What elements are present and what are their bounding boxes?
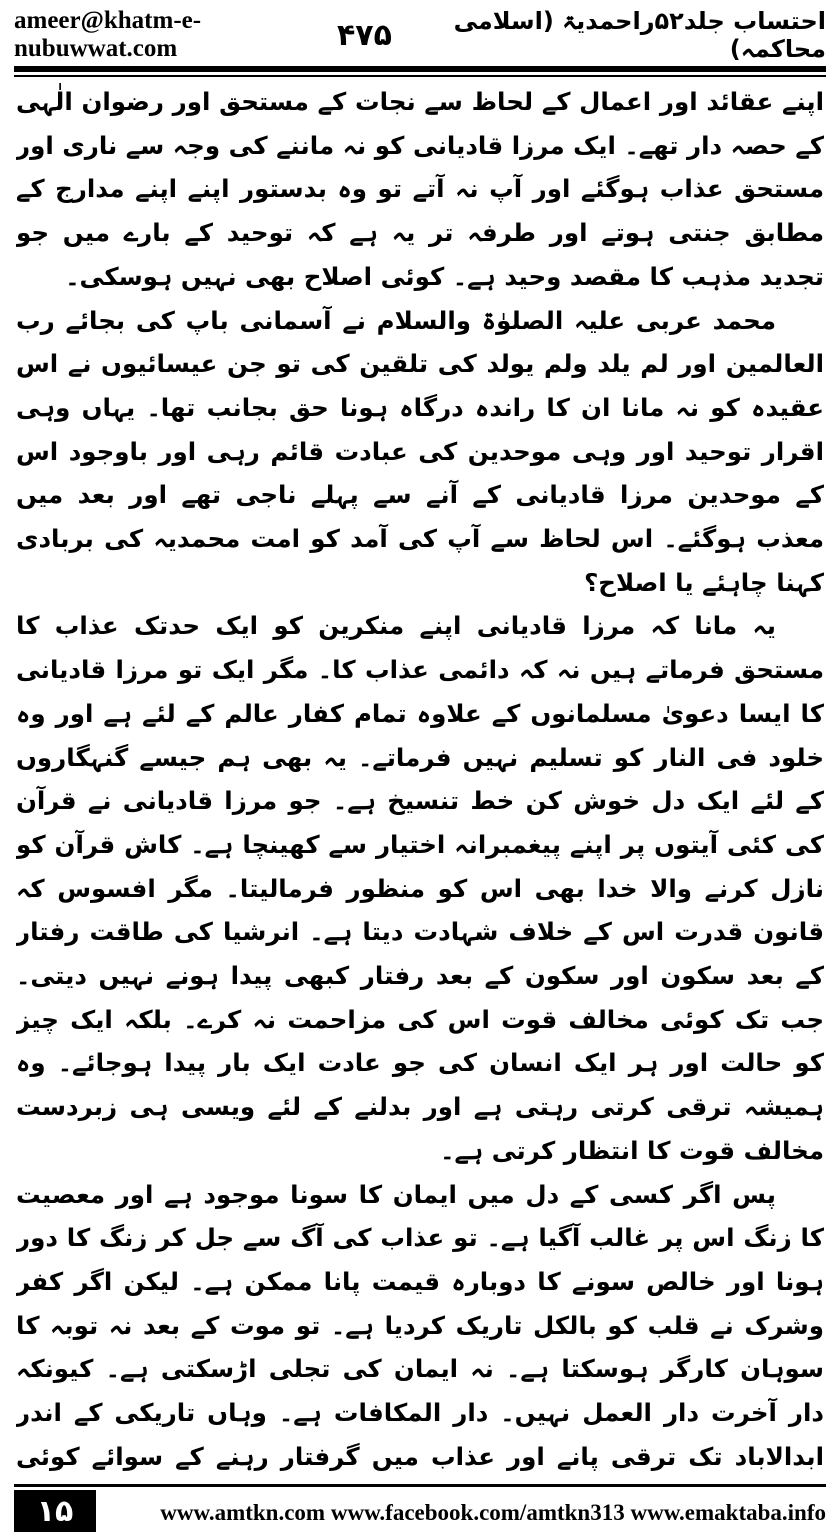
paragraph-1: اپنے عقائد اور اعمال کے لحاظ سے نجات کے مستحق اور رضوان الٰہی کے حصہ دار تھے۔ ایک مرزا قادیانی کو نہ ماننے کی وجہ سے ناری اور مستحق عذاب ہوگئے اور آپ نہ آتے تو وہ بدستور اپنے اپنے مدارج کے مطابق جنتی ہوتے اور طرفہ تر یہ ہے کہ توحید کے بارے میں جو تجدید مذہب کا مقصد وحید ہے۔ کوئی اصلاح بھی نہیں ہوسکی۔ bbox=[16, 87, 824, 291]
paragraph-2: محمد عربی علیہ الصلوٰۃ والسلام نے آسمانی باپ کی بجائے رب العالمین اور لم یلد ولم یولد کی تلقین کی تو جن عیسائیوں نے اس عقیدہ کو نہ مانا ان کا راندہ درگاہ ہونا حق بجانب تھا۔ یہاں وہی اقرار توحید اور وہی موحدین کی عبادت قائم رہی اور باوجود اس کے موحدین مرزا قادیانی کے آنے سے پہلے ناجی تھے اور بعد میں معذب ہوگئے۔ اس لحاظ سے آپ کی آمد کو امت محمدیہ کی بربادی کہنا چاہئے یا اصلاح؟ bbox=[16, 305, 824, 597]
header-rule-thick bbox=[14, 66, 826, 72]
footer-links[interactable]: www.amtkn.com www.facebook.com/amtkn313 www.emaktaba.info bbox=[160, 1500, 826, 1525]
paragraph-3: یہ مانا کہ مرزا قادیانی اپنے منکرین کو ایک حدتک عذاب کا مستحق فرماتے ہیں نہ کہ دائمی عذاب کا۔ مگر ایک تو مرزا قادیانی کا ایسا دعویٰ مسلمانوں کے علاوہ تمام کفار عالم کے لئے ہے اور وہ خلود فی النار کو تسلیم نہیں فرماتے۔ یہ بھی ہم جیسے گنہگاروں کے لئے ایک دل خوش کن خط تنسیخ ہے۔ جو مرزا قادیانی نے قرآن کی کئی آیتوں پر اپنے پیغمبرانہ اختیار سے کھینچا ہے۔ کاش قرآن کو نازل کرنے والا خدا بھی اس کو منظور فرمالیتا۔ مگر افسوس کہ قانون قدرت اس کے خلاف شہادت دیتا ہے۔ انرشیا کی طاقت رفتار کے بعد سکون اور سکون کے بعد رفتار کبھی پیدا ہونے نہیں دیتی۔ جب تک کوئی مخالف قوت اس کی مزاحمت نہ کرے۔ بلکہ ایک چیز کو حالت اور ہر ایک انسان کی جو عادت ایک بار پیدا ہوجائے۔ وہ ہمیشہ ترقی کرتی رہتی ہے اور بدلنے کے لئے ویسی ہی زبردست مخالف قوت کا انتظار کرتی ہے۔ bbox=[16, 611, 824, 1165]
header-email[interactable]: ameer@khatm-e-nubuwwat.com bbox=[14, 7, 202, 62]
header-left bbox=[14, 7, 392, 63]
footer-rule bbox=[14, 1484, 826, 1487]
page-body bbox=[16, 80, 824, 1478]
header-title: احتساب جلد۵۲راحمدیۃ (اسلامی محاکمہ) bbox=[453, 7, 826, 63]
footer-page-number: ۱۵ bbox=[14, 1490, 96, 1532]
page-header bbox=[14, 7, 826, 63]
header-page-number: ۴۷۵ bbox=[336, 17, 392, 53]
header-rule-thin bbox=[14, 75, 826, 77]
paragraph-4: پس اگر کسی کے دل میں ایمان کا سونا موجود ہے اور معصیت کا زنگ اس پر غالب آگیا ہے۔ تو عذاب کی آگ سے جل کر زنگ کا دور ہونا اور خالص سونے کا دوبارہ قیمت پانا ممکن ہے۔ لیکن اگر کفر وشرک نے قلب کو بالکل تاریک کردیا ہے۔ تو موت کے بعد نہ توبہ کا سوہان کارگر ہوسکتا ہے۔ نہ ایمان کی تجلی اڑسکتی ہے۔ کیونکہ دار آخرت دار العمل نہیں۔ دار المکافات ہے۔ وہاں تاریکی کے اندر ابدالاباد تک ترقی پانے اور عذاب میں گرفتار رہنے کے سوائے کوئی bbox=[16, 1179, 824, 1471]
